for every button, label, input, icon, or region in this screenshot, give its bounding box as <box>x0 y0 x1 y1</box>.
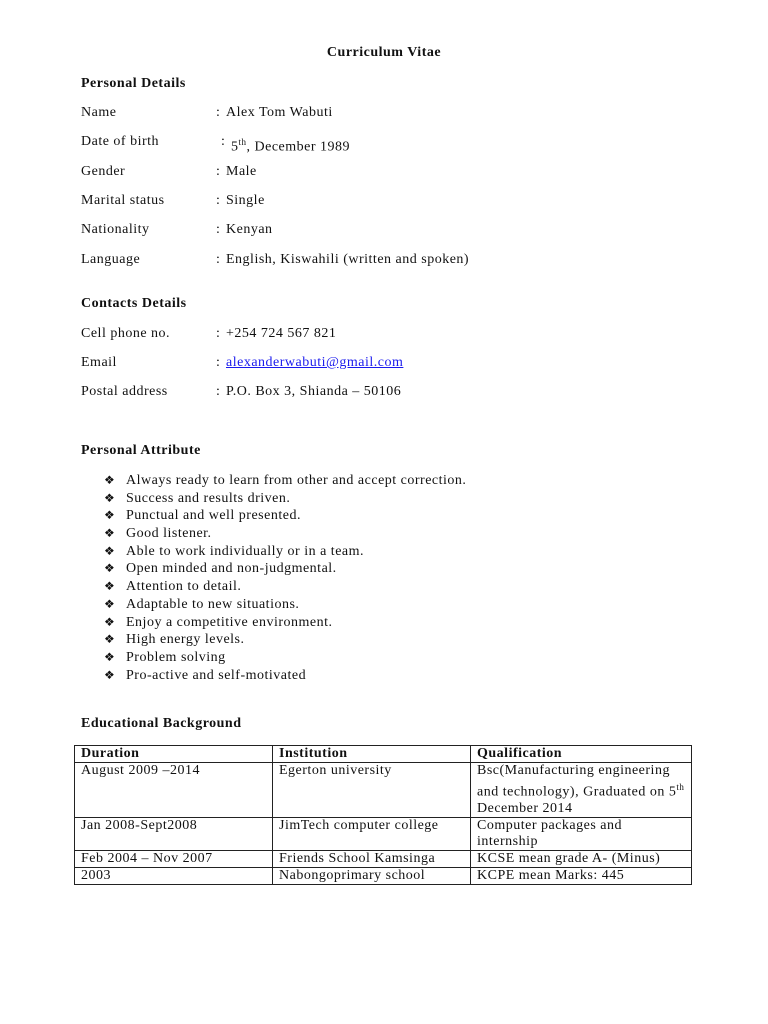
postal-label: Postal address <box>81 384 168 399</box>
header-duration: Duration <box>75 746 273 763</box>
list-item: ❖ Open minded and non-judgmental. <box>104 561 337 577</box>
gender-value: Male <box>226 164 257 179</box>
name-label: Name <box>81 105 117 120</box>
nationality-value: Kenyan <box>226 222 273 237</box>
cell-duration: Jan 2008-Sept2008 <box>75 817 273 850</box>
marital-value: Single <box>226 193 265 208</box>
colon: : <box>216 164 221 179</box>
diamond-bullet-icon: ❖ <box>104 614 116 629</box>
cell-institution: JimTech computer college <box>273 817 471 850</box>
email-link[interactable]: alexanderwabuti@gmail.com <box>226 355 404 370</box>
dob-label: Date of birth <box>81 134 160 149</box>
diamond-bullet-icon: ❖ <box>104 596 116 611</box>
list-item: ❖ Good listener. <box>104 526 212 542</box>
dob-day: 5 <box>231 139 239 155</box>
name-value: Alex Tom Wabuti <box>226 105 333 120</box>
diamond-bullet-icon: ❖ <box>104 561 116 576</box>
header-qualification: Qualification <box>471 746 692 763</box>
list-item: ❖ Enjoy a competitive environment. <box>104 614 333 630</box>
personal-attribute-heading: Personal Attribute <box>81 443 201 458</box>
list-item: ❖ Attention to detail. <box>104 579 242 595</box>
diamond-bullet-icon: ❖ <box>104 526 116 541</box>
educational-background-heading: Educational Background <box>81 716 242 731</box>
list-item: ❖ Problem solving <box>104 649 226 665</box>
list-item: ❖ Adaptable to new situations. <box>104 596 300 612</box>
personal-details-heading: Personal Details <box>81 76 186 91</box>
colon: : <box>216 105 221 120</box>
colon: : <box>216 222 221 237</box>
cell-institution: Nabongoprimary school <box>273 867 471 884</box>
table-row <box>75 763 692 818</box>
phone-label: Cell phone no. <box>81 326 171 341</box>
cell-qualification: Bsc(Manufacturing engineering and technology), Graduated on 5th December 2014 <box>471 763 692 818</box>
marital-label: Marital status <box>81 193 165 208</box>
postal-value: P.O. Box 3, Shianda – 50106 <box>226 384 402 399</box>
language-label: Language <box>81 252 141 267</box>
table-row <box>75 867 692 884</box>
cell-duration: Feb 2004 – Nov 2007 <box>75 850 273 867</box>
table-header-row <box>75 746 692 763</box>
contacts-details-heading: Contacts Details <box>81 296 187 311</box>
dob-suffix: th <box>238 137 247 147</box>
dob-value <box>231 133 350 157</box>
diamond-bullet-icon: ❖ <box>104 490 116 505</box>
cell-qualification: KCPE mean Marks: 445 <box>471 867 692 884</box>
document-title: Curriculum Vitae <box>326 45 442 60</box>
list-item: ❖ Always ready to learn from other and accept correction. <box>104 473 467 488</box>
diamond-bullet-icon: ❖ <box>104 667 116 682</box>
diamond-bullet-icon: ❖ <box>104 649 116 664</box>
colon: : <box>216 384 221 399</box>
list-item: ❖ Able to work individually or in a team. <box>104 543 365 559</box>
diamond-bullet-icon: ❖ <box>104 508 116 523</box>
cell-qualification: KCSE mean grade A- (Minus) <box>471 850 692 867</box>
email-label: Email <box>81 355 117 370</box>
cell-duration: 2003 <box>75 867 273 884</box>
phone-value: +254 724 567 821 <box>226 326 337 341</box>
header-institution: Institution <box>273 746 471 763</box>
colon: : <box>216 326 221 341</box>
colon: : <box>216 355 221 370</box>
nationality-label: Nationality <box>81 222 150 237</box>
table-row <box>75 817 692 850</box>
diamond-bullet-icon: ❖ <box>104 473 116 487</box>
cell-duration: August 2009 –2014 <box>75 763 273 818</box>
colon: : <box>216 193 221 208</box>
cell-institution: Friends School Kamsinga <box>273 850 471 867</box>
diamond-bullet-icon: ❖ <box>104 632 116 647</box>
cell-institution: Egerton university <box>273 763 471 818</box>
list-item: ❖ Success and results driven. <box>104 490 291 506</box>
list-item: ❖ High energy levels. <box>104 632 245 648</box>
diamond-bullet-icon: ❖ <box>104 579 116 594</box>
attribute-list <box>104 472 466 684</box>
colon: : <box>221 134 226 149</box>
colon: : <box>216 252 221 267</box>
gender-label: Gender <box>81 164 126 179</box>
table-row <box>75 850 692 867</box>
list-item: ❖ Punctual and well presented. <box>104 508 301 524</box>
dob-rest: , December 1989 <box>246 139 351 155</box>
language-value: English, Kiswahili (written and spoken) <box>226 252 470 267</box>
list-item: ❖ Pro-active and self-motivated <box>104 667 307 683</box>
education-table <box>74 745 692 885</box>
cell-qualification: Computer packages and internship <box>471 817 692 850</box>
diamond-bullet-icon: ❖ <box>104 543 116 558</box>
